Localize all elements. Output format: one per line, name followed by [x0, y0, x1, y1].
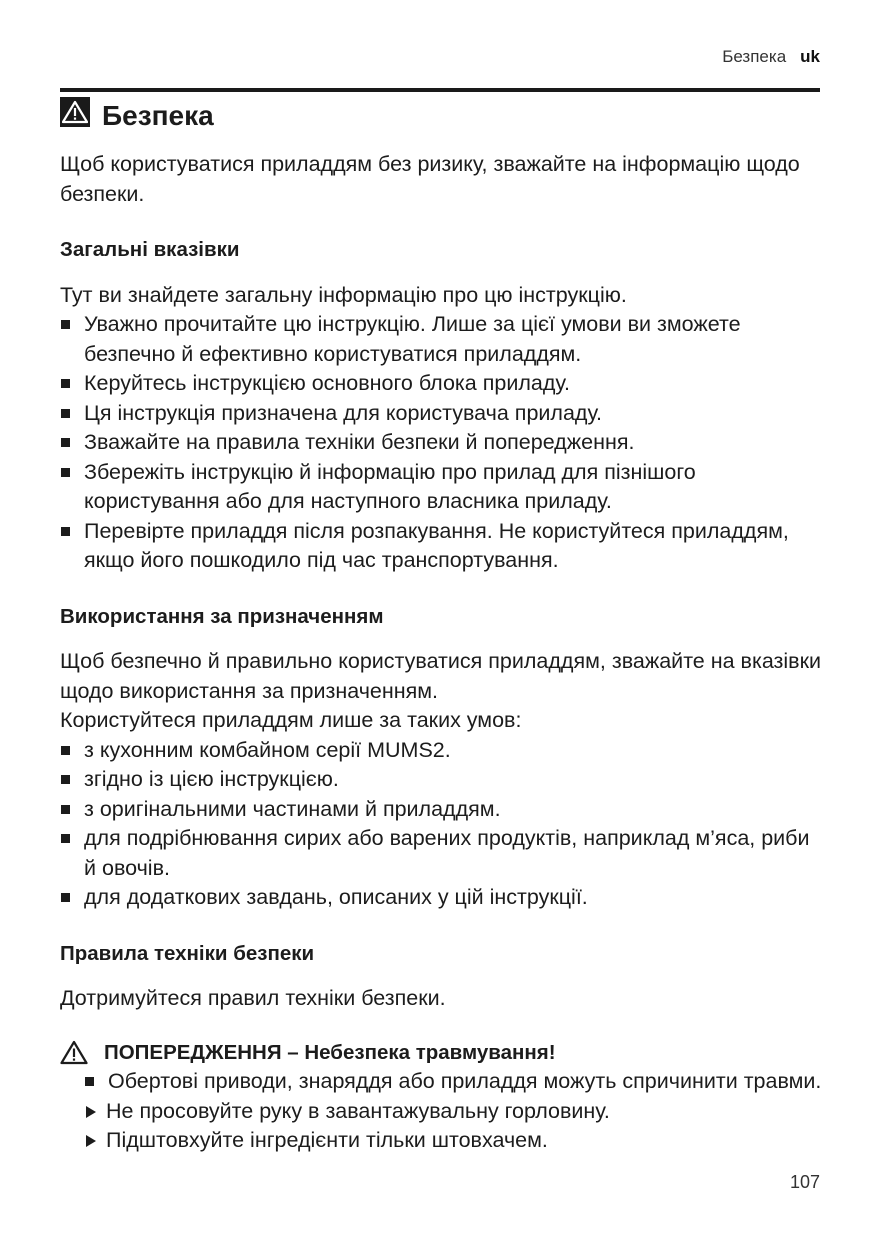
list-item: згідно із цією інструкцією. [60, 765, 825, 795]
header-section: Безпека [722, 47, 787, 66]
list-item: Збережіть інструкцію й інформацію про прилад для пізнішого користування або для наступного власника приладу. [60, 458, 825, 517]
rules-lead: Дотримуйтеся правил техніки безпеки. [60, 986, 446, 1010]
intended-heading: Використання за призначенням [60, 604, 384, 628]
general-list [60, 310, 825, 576]
warning-actions [84, 1097, 825, 1156]
intended-lead: Щоб безпечно й правильно користуватися приладдям, зважайте на вказівки щодо використання за призначенням. [60, 649, 822, 703]
list-item: Керуйтесь інструкцією основного блока приладу. [60, 369, 825, 399]
list-item: Ця інструкція призначена для користувача приладу. [60, 399, 825, 429]
general-heading: Загальні вказівки [60, 238, 240, 261]
header-language: uk [800, 47, 820, 66]
intended-list [60, 736, 825, 913]
warning-title: ПОПЕРЕДЖЕННЯ – Небезпека травмування! [104, 1040, 556, 1064]
page-title: Безпека [102, 100, 214, 131]
action-item: Не просовуйте руку в завантажувальну горловину. [84, 1097, 825, 1127]
warning-box-icon [60, 97, 90, 127]
warning-block [60, 1038, 825, 1156]
list-item: Уважно прочитайте цю інструкцію. Лише за цієї умови ви зможете безпечно й ефективно користуватися приладдям. [60, 310, 825, 369]
running-header [722, 47, 820, 67]
main-content [60, 150, 825, 1156]
warning-triangle-icon [60, 1040, 88, 1065]
list-item: з кухонним комбайном серії MUMS2. [60, 736, 825, 766]
list-item: з оригінальними частинами й приладдям. [60, 795, 825, 825]
list-item: Зважайте на правила техніки безпеки й попередження. [60, 428, 825, 458]
list-item: для подрібнювання сирих або варених продуктів, наприклад м’яса, риби й овочів. [60, 824, 825, 883]
list-item: для додаткових завдань, описаних у цій інструкції. [60, 883, 825, 913]
intro-text: Щоб користуватися приладдям без ризику, зважайте на інформацію щодо безпеки. [60, 152, 800, 206]
warning-list [84, 1067, 825, 1097]
title-row [60, 92, 214, 132]
action-item: Підштовхуйте інгредієнти тільки штовхачем. [84, 1126, 825, 1156]
list-item: Перевірте приладдя після розпакування. Не користуйтеся приладдям, якщо його пошкодило під час транспортування. [60, 517, 825, 576]
warning-title-row [60, 1038, 825, 1068]
general-lead: Тут ви знайдете загальну інформацію про цю інструкцію. [60, 282, 627, 307]
rules-heading: Правила техніки безпеки [60, 941, 315, 965]
list-item: Обертові приводи, знаряддя або приладдя можуть спричинити травми. [84, 1067, 825, 1097]
page-number: 107 [789, 1172, 820, 1192]
intended-lead-2: Користуйтеся приладдям лише за таких умов: [60, 708, 522, 732]
